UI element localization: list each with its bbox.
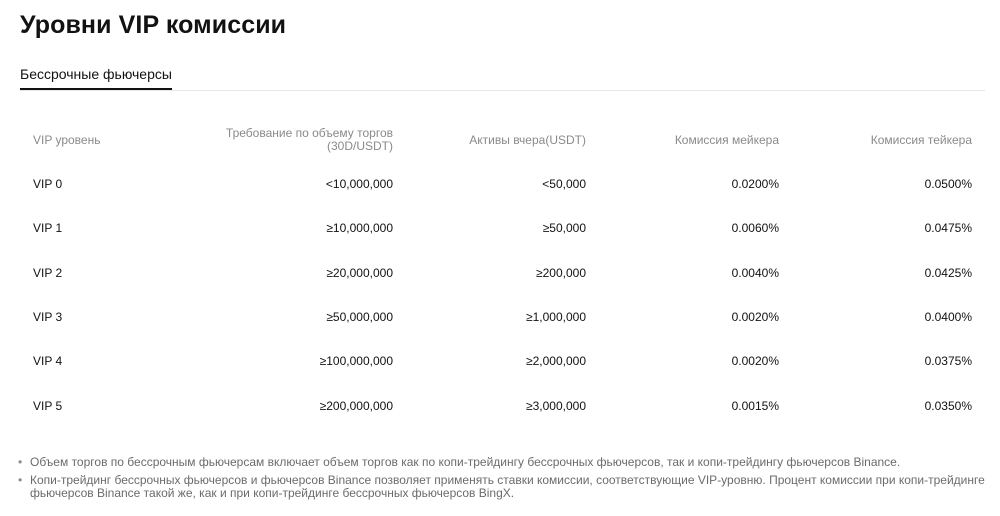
column-header-trading-volume: Требование по объему торгов (30D/USDT)	[225, 126, 393, 153]
vip-level-cell: VIP 2	[33, 265, 63, 280]
column-header-maker-fee: Комиссия мейкера	[674, 132, 779, 147]
column-header-assets-yesterday: Активы вчера(USDT)	[469, 132, 586, 147]
table-header-row	[20, 118, 985, 162]
maker-fee-cell: 0.0040%	[731, 265, 779, 280]
column-header-vip-level: VIP уровень	[33, 132, 101, 147]
maker-fee-cell: 0.0020%	[731, 354, 779, 369]
taker-fee-cell: 0.0350%	[924, 398, 972, 413]
assets-cell: ≥2,000,000	[526, 354, 586, 369]
taker-fee-cell: 0.0400%	[924, 310, 972, 325]
page-title: Уровни VIP комиссии	[20, 11, 287, 39]
assets-cell: ≥200,000	[536, 265, 586, 280]
trading-volume-cell: ≥20,000,000	[326, 265, 393, 280]
bullet-icon: •	[18, 455, 23, 469]
column-header-taker-fee: Комиссия тейкера	[870, 132, 972, 147]
table-row	[20, 251, 985, 295]
vip-level-cell: VIP 0	[33, 177, 63, 192]
trading-volume-cell: ≥50,000,000	[326, 310, 393, 325]
vip-fee-table	[20, 118, 985, 428]
table-row	[20, 295, 985, 339]
assets-cell: ≥1,000,000	[526, 310, 586, 325]
trading-volume-cell: <10,000,000	[325, 177, 393, 192]
taker-fee-cell: 0.0500%	[924, 177, 972, 192]
note-text: Копи-трейдинг бессрочных фьючерсов и фьючерсов Binance позволяет применять ставки комиссии, соответствующие VIP-уровню. Процент комиссии при копи-трейдинге фьючерсов Binance такой же, как и при копи-трейдинге бессрочных фьючерсов BingX.	[30, 472, 985, 500]
list-item	[18, 474, 988, 501]
table-row	[20, 162, 985, 206]
vip-level-cell: VIP 3	[33, 310, 63, 325]
fee-notes-list	[18, 456, 988, 505]
taker-fee-cell: 0.0475%	[924, 221, 972, 236]
taker-fee-cell: 0.0375%	[924, 354, 972, 369]
tab-perpetual-futures[interactable]: Бессрочные фьючерсы	[20, 66, 172, 90]
list-item	[18, 456, 988, 470]
vip-level-cell: VIP 5	[33, 398, 63, 413]
assets-cell: ≥50,000	[542, 221, 586, 236]
maker-fee-cell: 0.0200%	[731, 177, 779, 192]
assets-cell: <50,000	[542, 177, 586, 192]
table-row	[20, 206, 985, 250]
trading-volume-cell: ≥100,000,000	[319, 354, 393, 369]
maker-fee-cell: 0.0020%	[731, 310, 779, 325]
vip-level-cell: VIP 1	[33, 221, 63, 236]
trading-volume-cell: ≥10,000,000	[326, 221, 393, 236]
table-row	[20, 383, 985, 427]
taker-fee-cell: 0.0425%	[924, 265, 972, 280]
maker-fee-cell: 0.0015%	[731, 398, 779, 413]
bullet-icon: •	[18, 472, 23, 487]
note-text: Объем торгов по бессрочным фьючерсам включает объем торгов как по копи-трейдингу бессрочных фьючерсов, так и копи-трейдингу фьючерсов Binance.	[30, 455, 901, 469]
trading-volume-cell: ≥200,000,000	[319, 398, 393, 413]
maker-fee-cell: 0.0060%	[731, 221, 779, 236]
table-row	[20, 339, 985, 383]
vip-level-cell: VIP 4	[33, 354, 63, 369]
tab-bar	[20, 62, 985, 91]
assets-cell: ≥3,000,000	[526, 398, 586, 413]
